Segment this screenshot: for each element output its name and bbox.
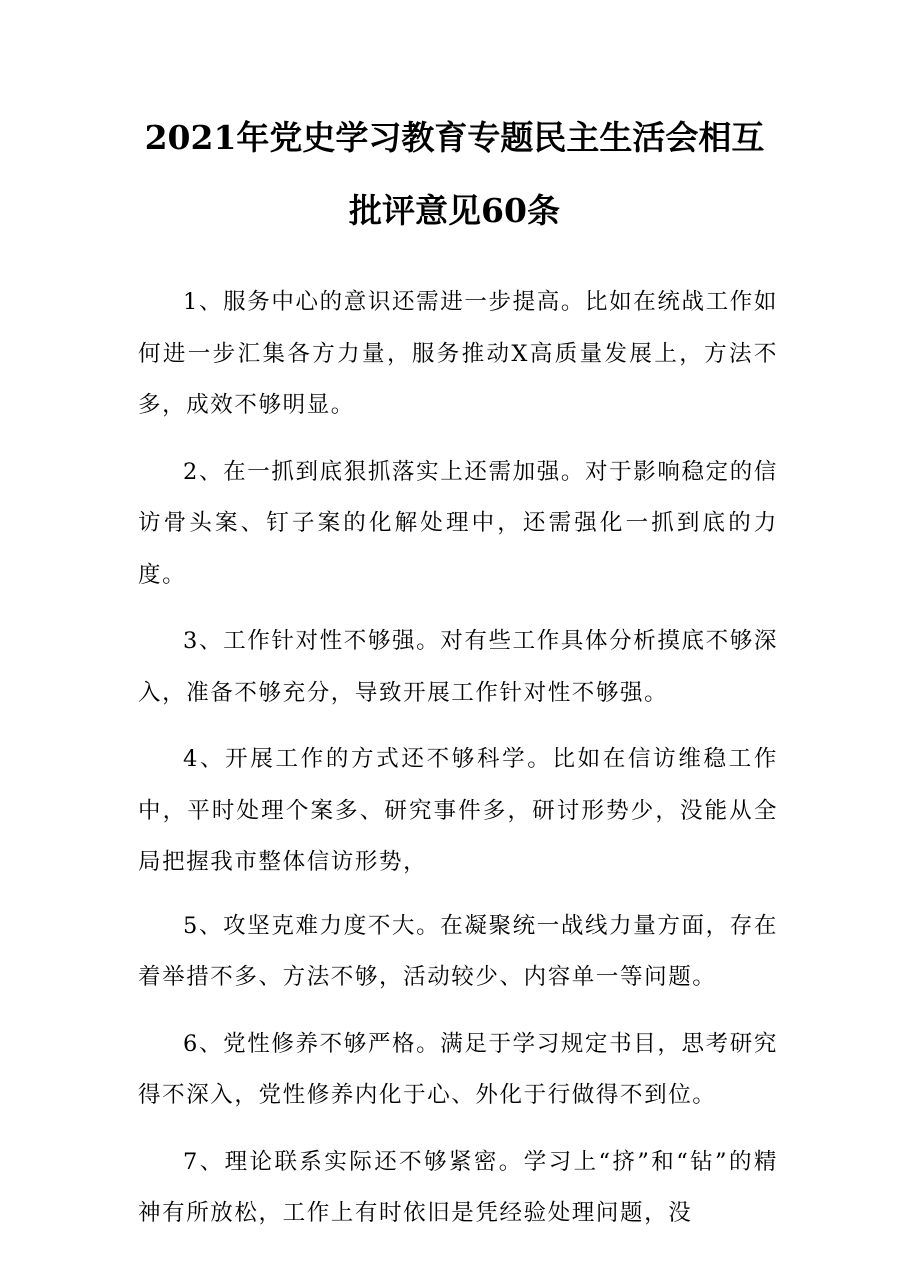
paragraph-2: 2、在一抓到底狠抓落实上还需加强。对于影响稳定的信访骨头案、钉子案的化解处理中，还需强化一抓到底的力度。 — [138, 458, 778, 588]
paragraph-1: 1、服务中心的意识还需进一步提高。比如在统战工作如何进一步汇集各方力量，服务推动X高质量发展上，方法不多，成效不够明显。 — [138, 289, 778, 418]
document-title-line-2: 批评意见60条 — [349, 191, 560, 230]
paragraph-4: 4、开展工作的方式还不够科学。比如在信访维稳工作中，平时处理个案多、研究事件多，研讨形势少，没能从全局把握我市整体信访形势， — [138, 746, 778, 875]
paragraph-7: 7、理论联系实际还不够紧密。学习上“挤”和“钻”的精神有所放松，工作上有时依旧是凭经验处理问题，没 — [138, 1148, 778, 1226]
document-title-line-1: 2021年党史学习教育专题民主生活会相互 — [144, 118, 765, 157]
paragraph-3: 3、工作针对性不够强。对有些工作具体分析摸底不够深入，准备不够充分，导致开展工作针对性不够强。 — [138, 628, 778, 706]
paragraph-6: 6、党性修养不够严格。满足于学习规定书目，思考研究得不深入，党性修养内化于心、外化于行做得不到位。 — [138, 1030, 778, 1108]
document-body — [138, 277, 778, 1255]
paragraph-5: 5、攻坚克难力度不大。在凝聚统一战线力量方面，存在着举措不多、方法不够，活动较少、内容单一等问题。 — [138, 912, 778, 990]
